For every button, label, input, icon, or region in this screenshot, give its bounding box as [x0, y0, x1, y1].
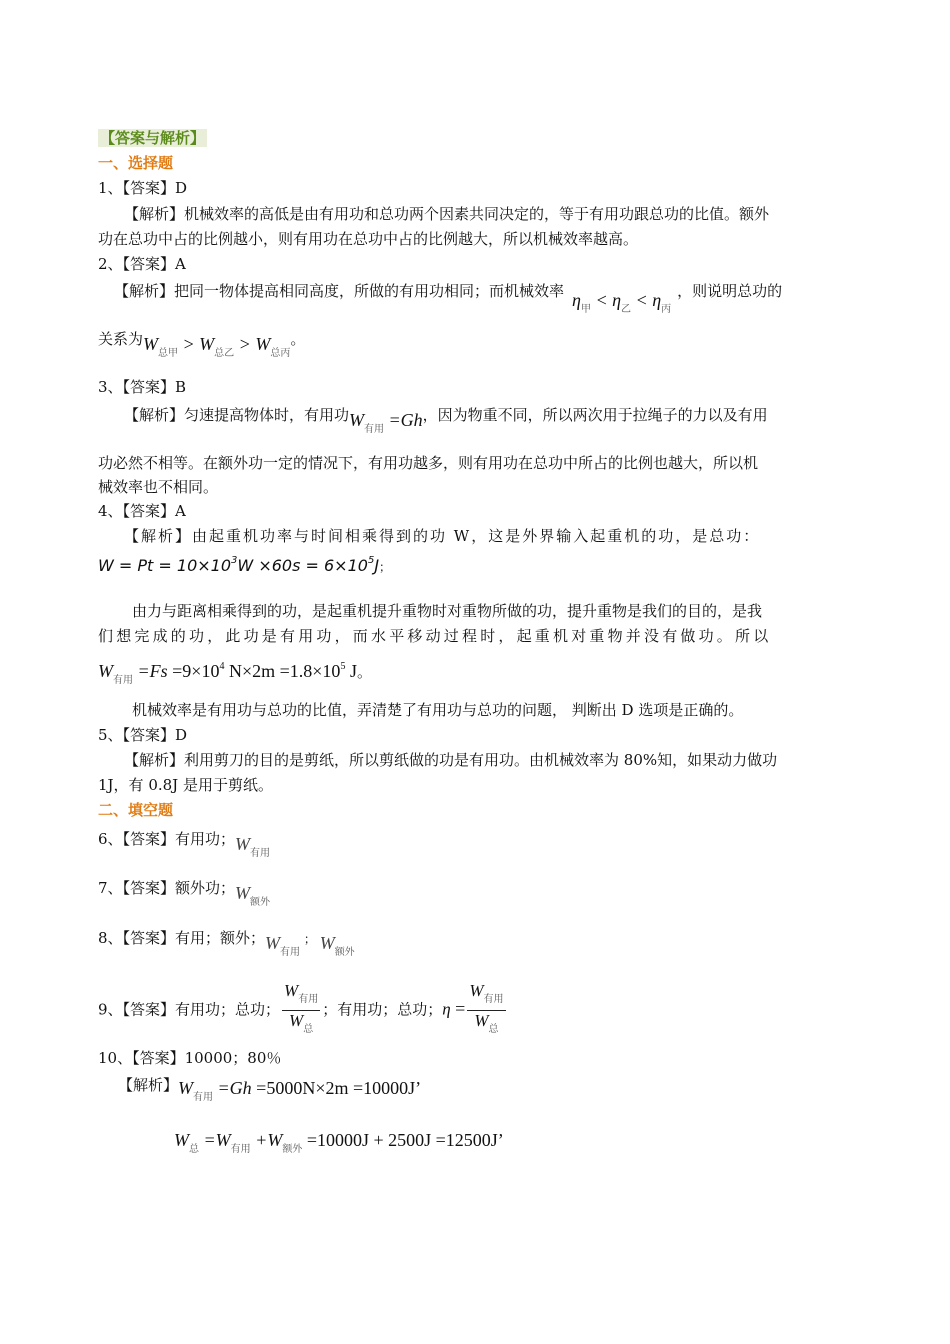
section-heading-fill: 二、填空题: [98, 801, 174, 819]
q1-answer: 1、【答案】D: [98, 179, 188, 197]
q2-explanation-line2: 关系为$W_{总甲} > W_{总乙} > W_{总丙}$。: [98, 330, 306, 359]
q5-answer: 5、【答案】D: [98, 726, 188, 744]
q2-answer: 2、【答案】A: [98, 255, 186, 273]
q9-fraction-2: $\frac{W_{有用}}{W_总}$: [469, 981, 504, 1035]
q3-explanation-line2: 功必然不相等。在额外功一定的情况下，有用功越多，则有用功在总功中所占的比例也越大，所以机: [98, 454, 759, 472]
q4-explanation-line6: 机械效率是有用功与总功的比值，弄清楚了有用功与总功的问题， 判断出 D 选项是正确的。: [132, 701, 744, 719]
q2-text-a: 【解析】把同一物体提高相同高度，所做的有用功相同；而机械效率: [114, 282, 565, 300]
q3-explanation-line3: 械效率也不相同。: [98, 478, 219, 496]
q10-explanation-line2: $W_总 =W_{有用} +W_{额外} =10000J + 2500J =12500J$’: [174, 1130, 504, 1155]
q4-explanation-line3: 由力与距离相乘得到的功，是起重机提升重物时对重物所做的功，提升重物是我们的目的，是我: [132, 602, 763, 620]
q6-answer: 6、【答案】有用功；$W_{有用}$: [98, 830, 271, 859]
q4-total-work-formula: $W = Pt = 10\times 10^3W \times 60s = 6\times 10^5J$；: [98, 555, 392, 575]
q10-answer: 10、【答案】10000；80％: [98, 1049, 282, 1067]
answer-title: 【答案与解析】: [100, 129, 206, 147]
q1-explanation-line2: 功在总功中占的比例越小，则有用功在总功中占的比例越大，所以机械效率越高。: [98, 230, 639, 248]
q4-explanation-line1: 【解析】由起重机功率与时间相乘得到的功 W，这是外界输入起重机的功，是总功：: [124, 527, 761, 545]
q2-work-inequality: $W_{总甲} > W_{总乙} > W_{总丙}$: [143, 334, 291, 359]
q8-answer: 8、【答案】有用；额外；$W_{有用}$ ； $W_{额外}$: [98, 929, 355, 958]
q5-explanation-line1: 【解析】利用剪刀的目的是剪纸，所以剪纸做的功是有用功。由机械效率为 80%知，如果动力做功: [124, 751, 778, 769]
q7-answer: 7、【答案】额外功；$W_{额外}$: [98, 879, 271, 908]
q4-useful-work-formula: $W_{有用} =Fs =9\times 10^4$ $N\times 2m =1.8\times 10^5$ J。: [98, 661, 372, 686]
q4-answer: 4、【答案】A: [98, 502, 186, 520]
q5-explanation-line2: 1J，有 0.8J 是用于剪纸。: [98, 776, 273, 794]
q9-fraction-1: $\frac{W_{有用}}{W_总}$: [284, 981, 319, 1035]
q3-explanation-line1: 【解析】匀速提高物体时，有用功$W_{有用} =Gh$，因为物重不同，所以两次用于拉绳子的力以及有用: [124, 406, 768, 435]
q3-answer: 3、【答案】B: [98, 378, 187, 396]
q2-eta-inequality: $\eta_甲 < \eta_乙 < \eta_丙$: [572, 290, 672, 315]
q2-explanation-line1: [114, 280, 783, 315]
q4-explanation-line4: 们想完成的功，此功是有用功，而水平移动过程时，起重机对重物并没有做功。所以: [98, 627, 772, 645]
q2-text-b: ，则说明总功的: [677, 282, 783, 300]
q3-useful-work-formula: $W_{有用} =Gh$: [349, 410, 423, 435]
q10-explanation-line1: 【解析】$W_{有用} =Gh =5000N\times 2m =10000J$’: [118, 1076, 422, 1103]
section-heading-choice: 一、选择题: [98, 154, 174, 172]
q9-answer: 9、【答案】有用功；总功； $\frac{W_{有用}}{W_总}$ ；有用功；总功；η = $\frac{W_{有用}}{W_总}$: [98, 981, 508, 1040]
q1-explanation-line1: 【解析】机械效率的高低是由有用功和总功两个因素共同决定的，等于有用功跟总功的比值。额外: [124, 205, 770, 223]
